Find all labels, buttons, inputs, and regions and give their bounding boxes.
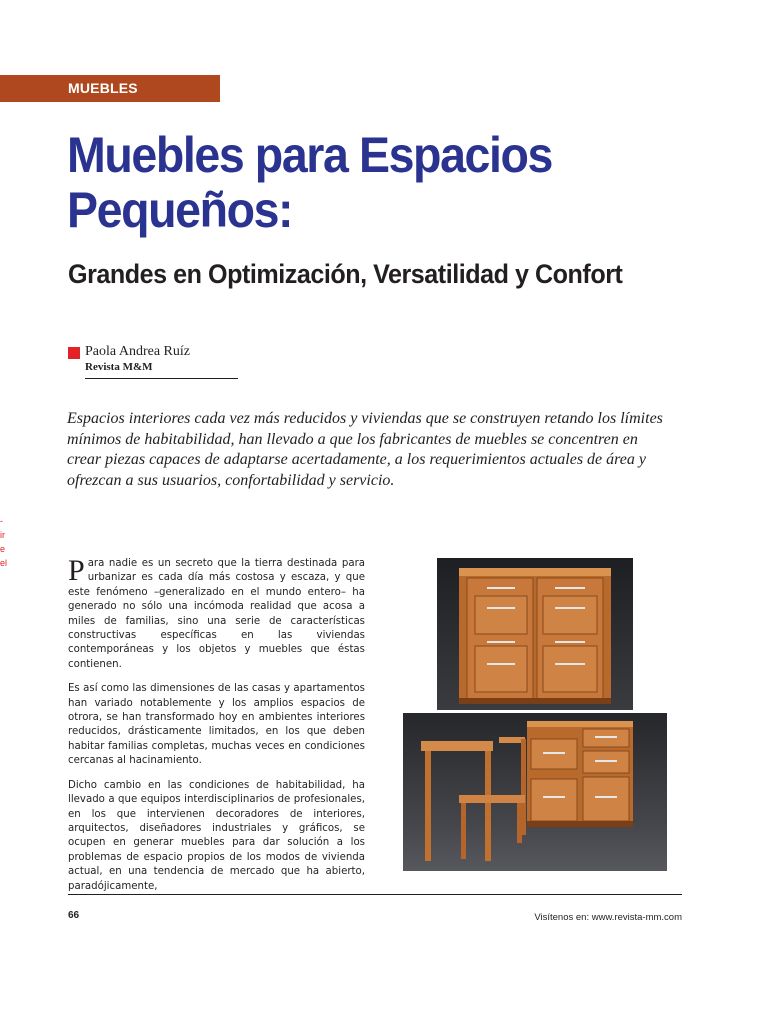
desk-chair-illustration [403,713,667,871]
margin-fragment: e [0,544,6,554]
footer-divider [68,894,682,895]
author-organization: Revista M&M [85,361,153,373]
margin-fragments [0,514,8,570]
margin-fragment: ir [0,530,5,540]
article-body [68,554,365,904]
page-number: 66 [68,910,80,921]
drop-cap: P [68,554,85,587]
photo-cabinet-closed [437,558,633,710]
section-tag: MUEBLES [0,75,220,102]
margin-fragment: - [0,516,3,526]
author-marker-icon [68,347,80,359]
cabinet-closed-illustration [437,558,633,710]
article-lead: Espacios interiores cada vez más reducidos y viviendas que se construyen retando los límites mínimos de habitabilidad, han llevado a que los fabricantes de muebles se concentren en crear piezas capaces de adaptarse acertadamente, a los requerimientos actuales de área y ofrezcan a sus usuarios, confortabilidad y servicio. [67,410,663,489]
author-name: Paola Andrea Ruíz [85,344,190,359]
body-paragraph-1 [68,554,365,672]
margin-fragment: el [0,558,8,568]
article-title: Muebles para Espacios Pequeños: [67,127,553,238]
article-subtitle: Grandes en Optimización, Versatilidad y Confort [68,259,623,289]
author-divider [85,378,238,379]
body-paragraph-3: Dicho cambio en las condiciones de habitabilidad, ha llevado a que equipos interdisciplinarios de profesionales, en los que intervienen decoradores de interiores, arquitectos, diseñadores industriales y gráficos, se ocupen en generar muebles para dar solución a los problemas de espacio propios de los modos de vivienda actual, en una tendencia de mercado que ha abierto, paradójicamente, [68,779,365,892]
footer-website: Visítenos en: www.revista-mm.com [534,912,682,923]
body-paragraph-2: Es así como las dimensiones de las casas y apartamentos han variado notablemente y los amplios espacios de otrora, se han transformado hoy en ambientes interiores reducidos, drásticamente limitados, en los que deben habitar familias completas, muchas veces en condiciones cercanas al hacinamiento. [68,683,365,767]
body-paragraph-1-text: ara nadie es un secreto que la tierra destinada para urbanizar es cada día más costosa y escaza, y que este fenómeno –generalizado en el mundo entero– ha generado no sólo una incómoda realidad que acosa a miles de familias, sino una serie de características constructivas específicas en las viviendas contemporáneas y los objetos y muebles que éstas contienen. [68,558,365,670]
photo-desk-and-chair [403,713,667,871]
